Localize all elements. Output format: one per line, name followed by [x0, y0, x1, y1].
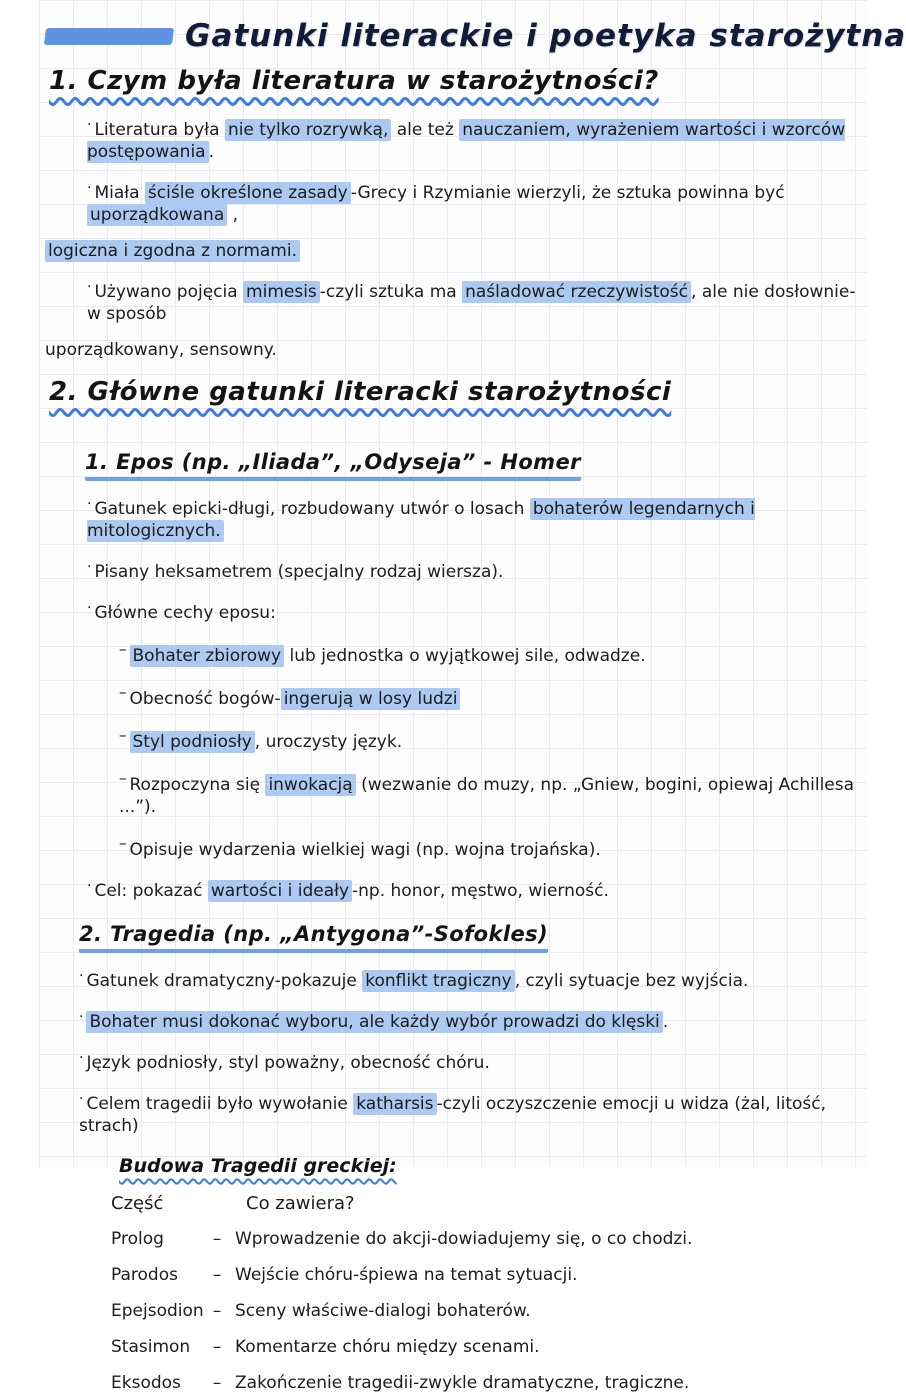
text-segment: Literatura była	[94, 120, 225, 140]
title-decoration-bar-left	[44, 28, 174, 45]
tragedia-body	[45, 965, 861, 1137]
text-segment: Używano pojęcia	[94, 282, 244, 302]
dash-bullet-mark: –	[119, 834, 127, 852]
highlighted-text: Bohater zbiorowy	[130, 645, 285, 667]
note-line	[87, 177, 861, 226]
text-segment: (wezwanie do muzy, np. „Gniew, bogini, opiewaj Achillesa ...”).	[119, 775, 855, 817]
highlighted-text: konflikt tragiczny	[362, 970, 514, 992]
subsection-epos	[45, 425, 861, 902]
dot-bullet-mark: ·	[79, 1050, 84, 1066]
text-segment: .	[662, 1012, 669, 1032]
note-line	[119, 724, 861, 753]
text-segment: Obecność bogów-	[129, 689, 281, 709]
highlighted-text: nauczaniem, wyrażeniem wartości i wzorców postępowania	[87, 120, 846, 162]
table-row	[111, 1337, 861, 1357]
dash-bullet-mark: –	[119, 726, 127, 744]
dot-bullet-mark: ·	[79, 968, 84, 984]
text-segment: , ale nie dosłownie-w sposób	[87, 282, 856, 324]
note-line	[45, 339, 861, 361]
table-dash-separator: –	[212, 1337, 222, 1357]
tragedy-structure-table	[111, 1193, 861, 1393]
table-header-part: Część	[111, 1193, 164, 1214]
epos-heading: 1. Epos (np. „Iliada”, „Odyseja” - Homer	[85, 450, 581, 481]
highlighted-text: wartości i ideały	[208, 880, 352, 902]
note-line	[79, 1047, 861, 1074]
text-segment: ale też	[391, 120, 460, 140]
dash-bullet-mark: –	[119, 640, 127, 658]
epos-body	[45, 493, 861, 902]
section-2	[45, 375, 861, 1393]
dash-bullet-mark: –	[119, 683, 127, 701]
highlighted-text: ściśle określone zasady	[145, 182, 351, 204]
text-segment: Opisuje wydarzenia wielkiej wagi (np. wojna trojańska).	[129, 840, 601, 860]
notebook-page	[39, 0, 906, 1393]
note-line	[119, 681, 861, 710]
highlighted-text: Bohater musi dokonać wyboru, ale każdy wybór prowadzi do klęski	[86, 1011, 662, 1033]
text-segment: Gatunek dramatyczny-pokazuje	[86, 971, 363, 991]
table-row	[111, 1265, 861, 1285]
note-line	[87, 556, 861, 583]
tragedia-heading: 2. Tragedia (np. „Antygona”-Sofokles)	[79, 922, 548, 953]
table-cell-part-name: Prolog	[111, 1229, 164, 1249]
text-segment: -Grecy i Rzymianie wierzyli, że sztuka powinna być	[350, 183, 785, 203]
table-dash-separator: –	[212, 1265, 222, 1285]
table-cell-description: Komentarze chóru między scenami.	[235, 1337, 540, 1357]
highlighted-text: uporządkowana	[87, 204, 227, 226]
text-segment: -czyli sztuka ma	[319, 282, 463, 302]
dot-bullet-mark: ·	[87, 600, 92, 616]
table-dash-separator: –	[212, 1301, 222, 1321]
table-rows	[111, 1229, 861, 1393]
table-dash-separator: –	[212, 1373, 222, 1393]
dot-bullet-mark: ·	[79, 1091, 84, 1107]
section-1-body	[45, 114, 861, 361]
highlighted-text: logiczna i zgodna z normami.	[45, 240, 300, 262]
note-line	[87, 597, 861, 624]
text-segment: Pisany heksametrem (specjalny rodzaj wiersza).	[94, 562, 504, 582]
note-line	[45, 240, 861, 262]
note-line	[79, 965, 861, 992]
section-1-heading: 1. Czym była literatura w starożytności?	[49, 66, 659, 96]
text-segment: Gatunek epicki-długi, rozbudowany utwór o losach	[94, 499, 530, 519]
note-line	[87, 114, 861, 163]
table-row	[111, 1373, 861, 1393]
note-line	[87, 875, 861, 902]
table-cell-part-name: Epejsodion	[111, 1301, 204, 1321]
text-segment: uporządkowany, sensowny.	[45, 340, 277, 360]
text-segment: Rozpoczyna się	[129, 775, 266, 795]
highlighted-text: ingerują w losy ludzi	[281, 688, 461, 710]
highlighted-text: Styl podniosły	[130, 731, 255, 753]
text-segment: Miała	[94, 183, 145, 203]
table-cell-part-name: Parodos	[111, 1265, 178, 1285]
table-header-contents: Co zawiera?	[246, 1193, 355, 1214]
text-segment: .	[208, 142, 215, 162]
page-title: Gatunki literackie i poetyka starożytna	[185, 18, 906, 54]
dot-bullet-mark: ·	[87, 559, 92, 575]
note-line	[119, 832, 861, 861]
note-line	[87, 493, 861, 542]
text-segment: Język podniosły, styl poważny, obecność chóru.	[86, 1053, 490, 1073]
text-segment: , czyli sytuacje bez wyjścia.	[514, 971, 749, 991]
text-segment: ,	[227, 205, 239, 225]
section-2-heading: 2. Główne gatunki literacki starożytności	[49, 377, 672, 407]
text-segment: Cel: pokazać	[94, 881, 208, 901]
dot-bullet-mark: ·	[87, 878, 92, 894]
highlighted-text: naśladować rzeczywistość	[462, 281, 691, 303]
dash-bullet-mark: –	[119, 769, 127, 787]
dot-bullet-mark: ·	[87, 279, 92, 295]
dot-bullet-mark: ·	[87, 496, 92, 512]
highlighted-text: inwokacją	[265, 774, 355, 796]
table-cell-description: Sceny właściwe-dialogi bohaterów.	[235, 1301, 531, 1321]
text-segment: Celem tragedii było wywołanie	[86, 1094, 354, 1114]
highlighted-text: katharsis	[353, 1093, 436, 1115]
table-row	[111, 1301, 861, 1321]
table-cell-part-name: Eksodos	[111, 1373, 181, 1393]
page-title-row	[45, 18, 906, 54]
highlighted-text: nie tylko rozrywką,	[225, 119, 391, 141]
dot-bullet-mark: ·	[87, 180, 92, 196]
table-cell-part-name: Stasimon	[111, 1337, 191, 1357]
table-header-row	[111, 1193, 861, 1214]
text-segment: -np. honor, męstwo, wierność.	[352, 881, 609, 901]
dot-bullet-mark: ·	[87, 117, 92, 133]
table-cell-description: Wprowadzenie do akcji-dowiadujemy się, o co chodzi.	[235, 1229, 693, 1249]
note-line	[79, 1006, 861, 1033]
highlighted-text: mimesis	[243, 281, 320, 303]
note-line	[87, 276, 861, 325]
table-cell-description: Zakończenie tragedii-zwykle dramatyczne, tragiczne.	[235, 1373, 690, 1393]
text-segment: Główne cechy eposu:	[94, 603, 276, 623]
table-row	[111, 1229, 861, 1249]
note-line	[119, 638, 861, 667]
section-1	[45, 64, 861, 361]
subsection-tragedia	[45, 916, 861, 1393]
text-segment: , uroczysty język.	[254, 732, 403, 752]
text-segment: lub jednostka o wyjątkowej sile, odwadze.	[284, 646, 646, 666]
dot-bullet-mark: ·	[79, 1009, 84, 1025]
note-line	[119, 767, 861, 818]
text-segment: -czyli oczyszczenie emocji u widza (żal, litość, strach)	[79, 1094, 827, 1136]
table-cell-description: Wejście chóru-śpiewa na temat sytuacji.	[235, 1265, 578, 1285]
note-line	[79, 1088, 861, 1137]
table-dash-separator: –	[212, 1229, 222, 1249]
highlighted-text: bohaterów legendarnych i mitologicznych.	[87, 499, 755, 541]
tragedy-structure-heading: Budowa Tragedii greckiej:	[119, 1155, 397, 1177]
